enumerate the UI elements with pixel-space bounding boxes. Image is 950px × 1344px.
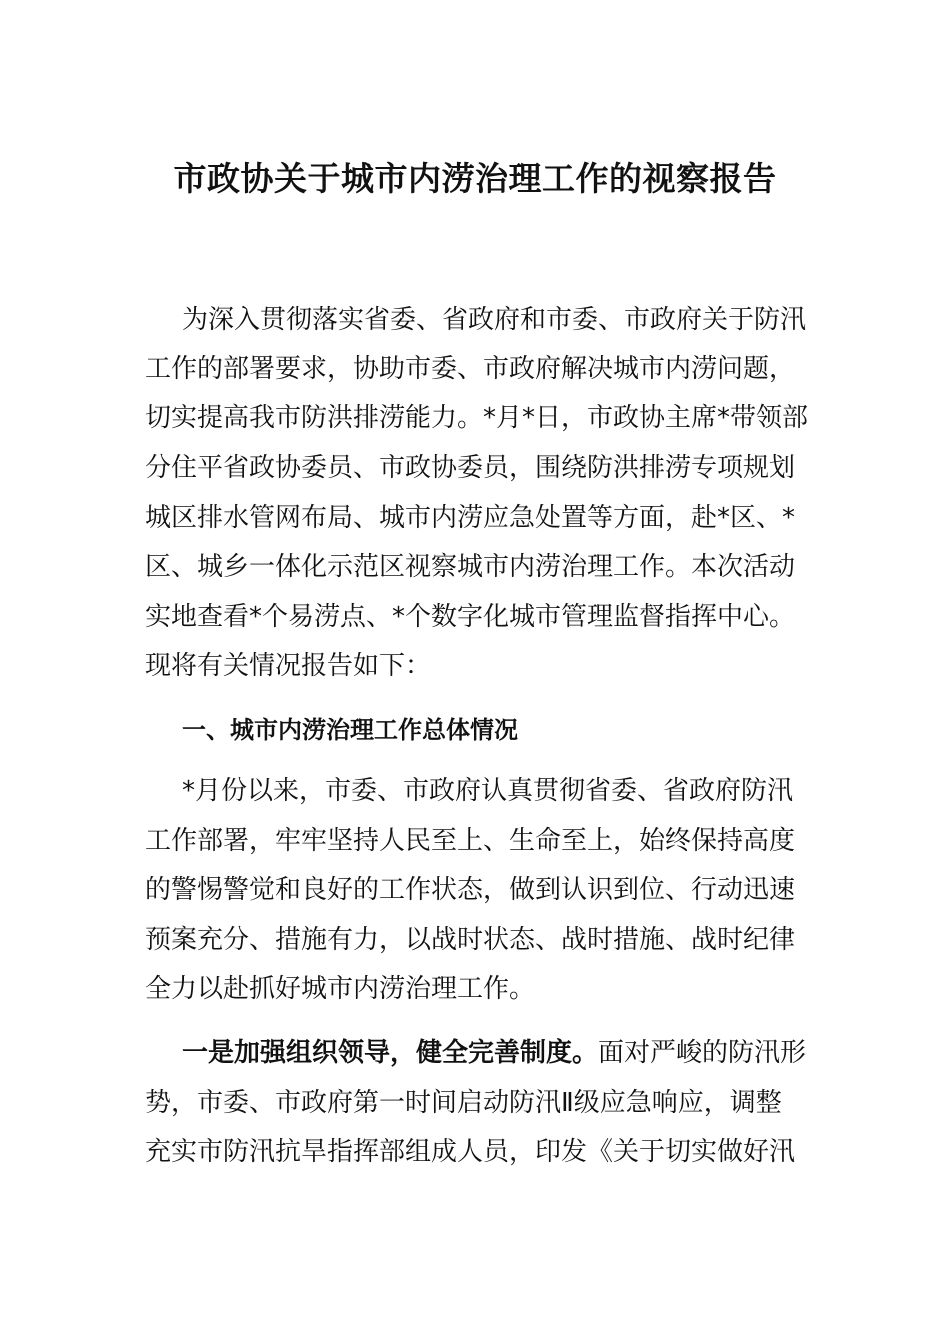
intro-line-5: 城区排水管网布局、城市内涝应急处置等方面，赴*区、* <box>145 503 796 533</box>
section1-line-3: 的警惕警觉和良好的工作状态，做到认识到位、行动迅速 <box>145 875 796 905</box>
section1-line-4: 预案充分、措施有力，以战时状态、战时措施、战时纪律 <box>145 925 796 955</box>
section1-line-1: *月份以来，市委、市政府认真贯彻省委、省政府防汛 <box>182 776 794 806</box>
intro-line-8: 现将有关情况报告如下： <box>145 651 432 681</box>
intro-line-3: 切实提高我市防洪排涝能力。*月*日，市政协主席*带领部 <box>145 403 809 433</box>
section1-line-5: 全力以赴抓好城市内涝治理工作。 <box>145 974 536 1004</box>
intro-line-2: 工作的部署要求，协助市委、市政府解决城市内涝问题， <box>145 354 796 384</box>
point1-line-2: 势，市委、市政府第一时间启动防汛Ⅱ级应急响应，调整 <box>145 1088 782 1118</box>
intro-line-7: 实地查看*个易涝点、*个数字化城市管理监督指挥中心。 <box>145 602 796 632</box>
section1-line-2: 工作部署，牢牢坚持人民至上、生命至上，始终保持高度 <box>145 826 796 856</box>
document-title: 市政协关于城市内涝治理工作的视察报告 <box>173 159 777 198</box>
point1-line-1 <box>182 1035 810 1071</box>
section-heading: 一、城市内涝治理工作总体情况 <box>182 716 518 744</box>
intro-line-4: 分住平省政协委员、市政协委员，围绕防洪排涝专项规划 <box>145 453 796 483</box>
intro-line-1: 为深入贯彻落实省委、省政府和市委、市政府关于防汛 <box>182 305 807 335</box>
intro-line-6: 区、城乡一体化示范区视察城市内涝治理工作。本次活动 <box>145 552 796 582</box>
point1-rest: 面对严峻的防汛形 <box>598 1038 807 1068</box>
point1-bold-lead: 一是加强组织领导，健全完善制度。 <box>182 1038 599 1068</box>
point1-line-3: 充实市防汛抗旱指挥部组成人员，印发《关于切实做好汛 <box>145 1137 796 1167</box>
